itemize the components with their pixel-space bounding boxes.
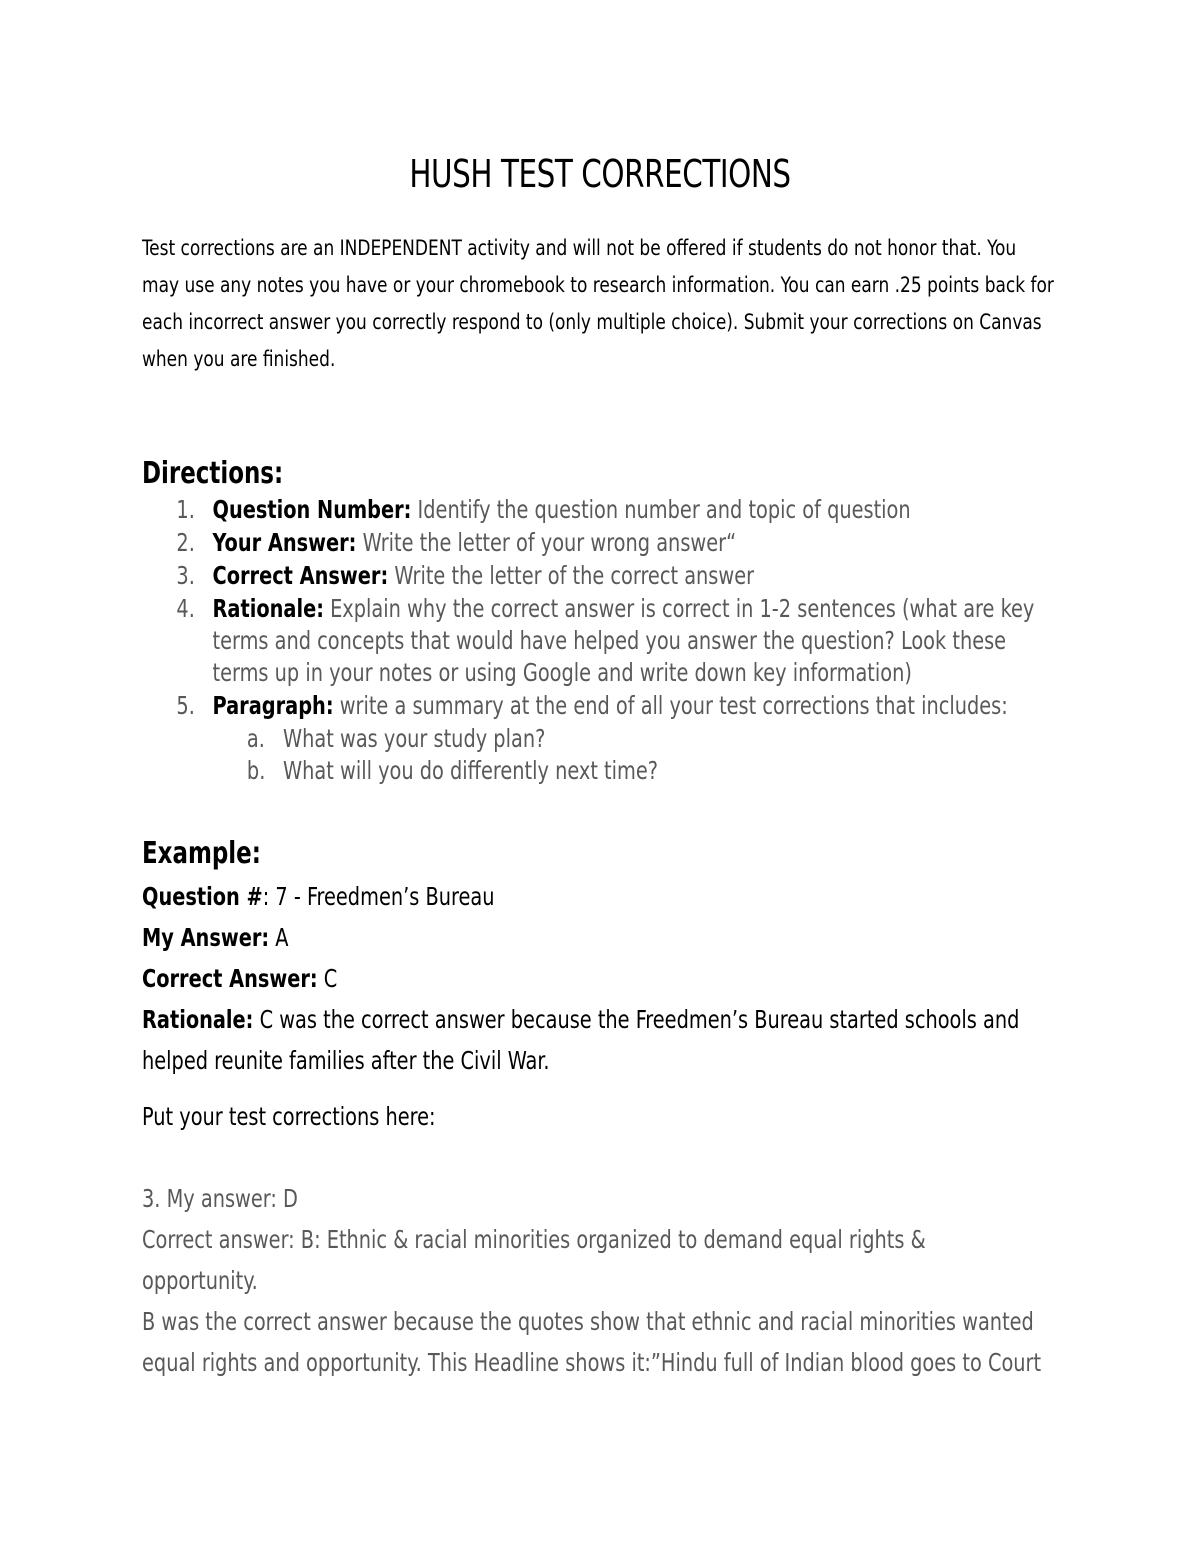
item-text: terms and concepts that would have helped you answer the question? Look these: [212, 626, 1007, 655]
item-text: write a summary at the end of all your test corrections that includes:: [333, 691, 1008, 720]
item-label: Rationale:: [212, 594, 324, 623]
list-item: [142, 494, 1071, 526]
example-rationale-text: C was the correct answer because the Freedmen’s Bureau started schools and: [253, 1005, 1020, 1034]
sub-list-item: [142, 723, 1071, 755]
intro-line: when you are finished.: [142, 347, 336, 371]
item-text: Explain why the correct answer is correct in 1-2 sentences (what are key: [323, 594, 1035, 623]
item-text: terms up in your notes or using Google and write down key information): [212, 658, 912, 687]
student-answer-line: equal rights and opportunity. This Headline shows it:”Hindu full of Indian blood goes to Court: [142, 1348, 1042, 1377]
intro-line: may use any notes you have or your chromebook to research information. You can earn .25 points back for: [142, 273, 1054, 297]
example-heading: Example:: [142, 836, 261, 871]
student-answer-line: Correct answer: B: Ethnic & racial minorities organized to demand equal rights &: [142, 1225, 926, 1254]
sub-list-letter: a.: [246, 724, 265, 753]
student-answer-block: [142, 1178, 1097, 1383]
item-label: Paragraph:: [212, 691, 334, 720]
student-answer-line: opportunity.: [142, 1266, 258, 1295]
list-number: 3.: [176, 561, 195, 590]
directions-heading: Directions:: [142, 456, 284, 491]
list-number: 1.: [176, 495, 195, 524]
student-answer-line: B was the correct answer because the quotes show that ethnic and racial minorities wanted: [142, 1307, 1034, 1336]
page-title: HUSH TEST CORRECTIONS: [409, 152, 791, 196]
item-label: Your Answer:: [212, 528, 357, 557]
example-question-value: : 7 - Freedmen’s Bureau: [262, 882, 495, 911]
sub-item-text: What will you do differently next time?: [283, 756, 659, 785]
example-rationale-label: Rationale:: [142, 1005, 254, 1034]
example-question-label: Question #: [142, 882, 263, 911]
item-text: Identify the question number and topic of question: [411, 495, 911, 524]
list-item: [142, 527, 1071, 559]
list-number: 2.: [176, 528, 195, 557]
intro-line: Test corrections are an INDEPENDENT activity and will not be offered if students do not honor that. You: [142, 236, 1017, 260]
list-item: [142, 593, 1071, 689]
student-answer-line: 3. My answer: D: [142, 1184, 298, 1213]
item-text: Write the letter of the correct answer: [388, 561, 755, 590]
sub-list-letter: b.: [246, 756, 266, 785]
intro-line: each incorrect answer you correctly respond to (only multiple choice). Submit your corrections on Canvas: [142, 310, 1042, 334]
corrections-prompt: Put your test corrections here:: [142, 1102, 436, 1131]
directions-list: [142, 494, 1071, 787]
item-label: Question Number:: [212, 495, 412, 524]
example-block: [142, 876, 1097, 1081]
example-rationale-text: helped reunite families after the Civil War.: [142, 1046, 550, 1075]
intro-paragraph: [142, 230, 1141, 378]
list-item: [142, 560, 1071, 592]
example-my-answer-label: My Answer:: [142, 923, 270, 952]
example-my-answer-value: A: [269, 923, 289, 952]
sub-item-text: What was your study plan?: [283, 724, 546, 753]
example-correct-answer-label: Correct Answer:: [142, 964, 318, 993]
sub-list-item: [142, 755, 1071, 787]
list-item: [142, 690, 1071, 722]
item-label: Correct Answer:: [212, 561, 389, 590]
list-number: 5.: [176, 691, 195, 720]
list-number: 4.: [176, 594, 195, 623]
example-correct-answer-value: C: [317, 964, 338, 993]
item-text: Write the letter of your wrong answer“: [356, 528, 737, 557]
